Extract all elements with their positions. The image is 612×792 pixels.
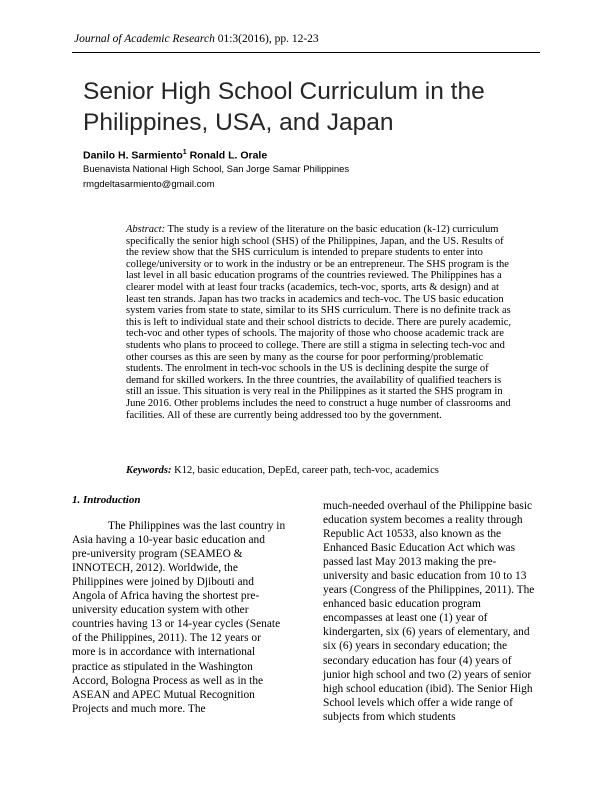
author-1-superscript: 1	[182, 149, 187, 156]
paper-title: Senior High School Curriculum in the Philippines, USA, and Japan	[83, 78, 485, 136]
abstract-label: Abstract:	[126, 224, 166, 235]
introduction-paragraph-continued: much-needed overhaul of the Philippine basic education system becomes a reality through Republic Act 10533, also known as the Enhanced Basic Education Act which was passed last May 2013 making the pre-university and basic education from 10 to 13 years (Congress of the Philippines, 2011). The enhanced basic education program encompasses at least one (1) year of kindergarten, six (6) years of elementary, and six (6) years in secondary education; the secondary education has four (4) years of junior high school and two (2) years of senior high school education (ibid). The Senior High School levels which offer a wide range of subjects from which students	[323, 500, 535, 723]
journal-name: Journal of Academic Research	[74, 33, 215, 45]
author-line	[83, 149, 267, 162]
abstract-text: The study is a review of the literature on the basic education (k-12) curriculum specifically the senior high school (SHS) of the Philippines, Japan, and the US. Results of the review show that the SHS curriculum is intended to prepare students to enter into college/university or to work in the industry or be an entrepreneur. The SHS program is the last level in all basic education programs of the countries reviewed. The Philippines has a clearer model with at least four tracks (academics, tech-voc, sports, arts & design) and at least ten strands. Japan has two tracks in academics and tech-voc. The US basic education system varies from state to state, similar to its SHS curriculum. There is no definite track as this is left to individual state and their school districts to decide. There are purely academic, tech-voc and other types of schools. The majority of those who choose academic track are students who plans to proceed to college. There are still a stigma in selecting tech-voc and other courses as this are seen by many as the course for poor performing/problematic students. The enrolment in tech-voc schools in the US is declining despite the surge of demand for skilled workers. In the three countries, the availability of qualified teachers is still an issue. This situation is very real in the Philippines as it started the SHS program in June 2016. Other problems includes the need to construct a huge number of classrooms and facilities. All of these are currently being addressed too by the government.	[126, 224, 511, 421]
introduction-paragraph: The Philippines was the last country in Asia having a 10-year basic education and pre-university program (SEAMEO & INNOTECH, 2012). Worldwide, the Philippines were joined by Djibouti and Angola of Africa having the shortest pre-university education system with other countries having 13 or 14-year cycles (Senate of the Philippines, 2011). The 12 years or more is in accordance with international practice as stipulated in the Washington Accord, Bologna Process as well as in the ASEAN and APEC Mutual Recognition Projects and much more. The	[72, 520, 286, 715]
author-1: Danilo H. Sarmiento	[83, 149, 183, 162]
running-header	[74, 33, 319, 45]
keywords	[126, 465, 511, 476]
keywords-text: K12, basic education, DepEd, career path, tech-voc, academics	[174, 465, 439, 476]
keywords-label: Keywords:	[126, 465, 172, 476]
author-email: rmgdeltasarmiento@gmail.com	[83, 179, 215, 190]
header-rule	[72, 52, 540, 53]
body-column-right	[323, 499, 537, 724]
section-heading-introduction: 1. Introduction	[72, 494, 141, 506]
body-column-left	[72, 493, 286, 716]
abstract	[126, 224, 511, 421]
journal-citation: 01:3(2016), pp. 12-23	[217, 33, 319, 45]
affiliation: Buenavista National High School, San Jorge Samar Philippines	[83, 164, 350, 175]
author-2: Ronald L. Orale	[189, 149, 268, 162]
